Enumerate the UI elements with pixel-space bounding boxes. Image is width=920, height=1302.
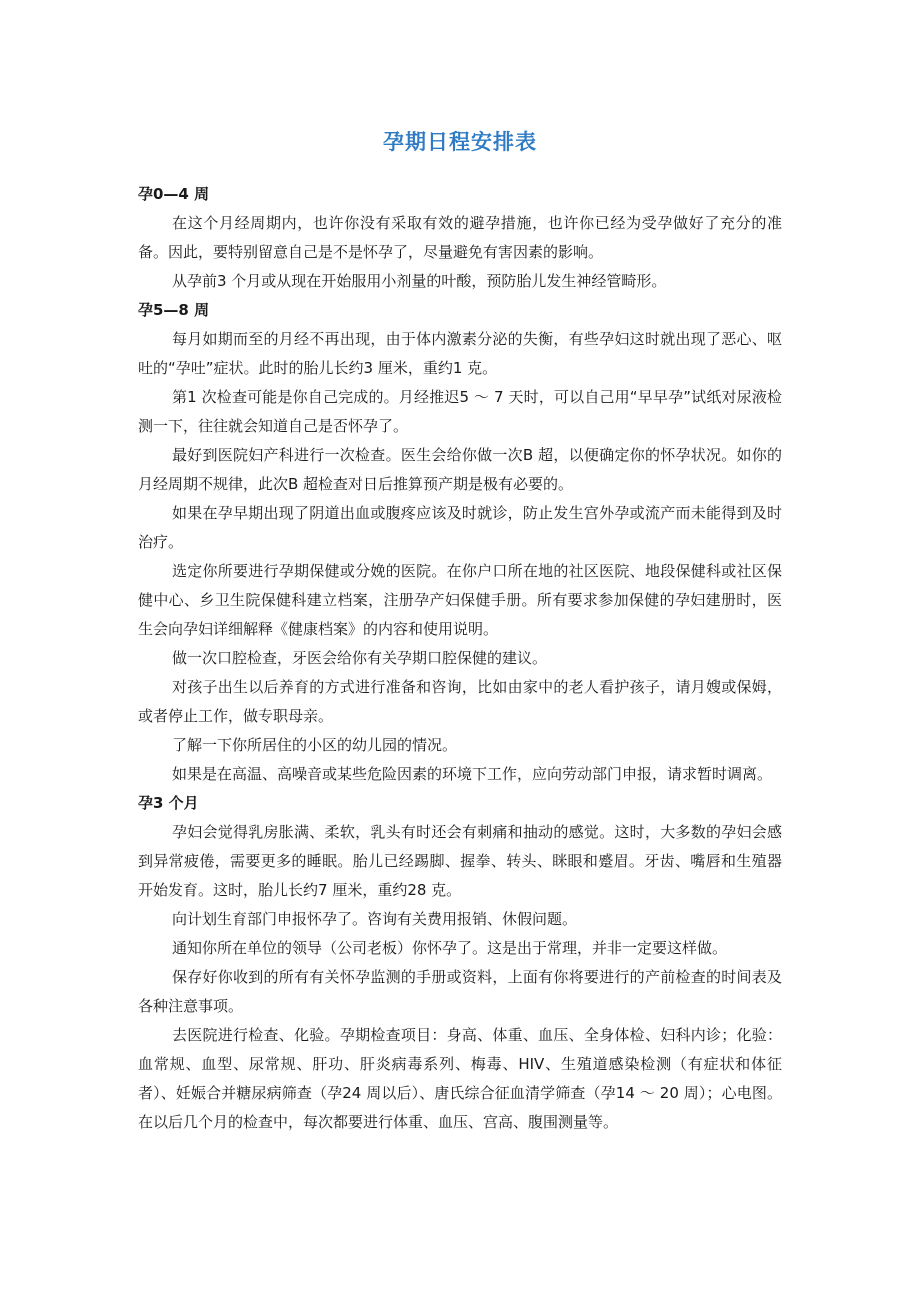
paragraph: 每月如期而至的月经不再出现，由于体内激素分泌的失衡，有些孕妇这时就出现了恶心、呕吐的“孕吐”症状。此时的胎儿长约3 厘米，重约1 克。 (138, 330, 782, 377)
paragraph: 了解一下你所居住的小区的幼儿园的情况。 (172, 736, 458, 754)
paragraph: 第1 次检查可能是你自己完成的。月经推迟5 ～ 7 天时，可以自己用“早早孕”试纸对尿液检测一下，往往就会知道自己是否怀孕了。 (138, 388, 782, 435)
section-week-0-4 (138, 180, 782, 296)
paragraph: 孕妇会觉得乳房胀满、柔软，乳头有时还会有刺痛和抽动的感觉。这时，大多数的孕妇会感到异常疲倦，需要更多的睡眠。胎儿已经踢脚、握拳、转头、眯眼和蹙眉。牙齿、嘴唇和生殖器开始发育。这时，胎儿长约7 厘米，重约28 克。 (138, 823, 782, 899)
paragraph: 去医院进行检查、化验。孕期检查项目：身高、体重、血压、全身体检、妇科内诊；化验：血常规、血型、尿常规、肝功、肝炎病毒系列、梅毒、HIV、生殖道感染检测（有症状和体征者）、妊娠合并糖尿病筛查（孕24 周以后）、唐氏综合征血清学筛查（孕14 ～ 20 周）；心电图。在以后几个月的检查中，每次都要进行体重、血压、宫高、腹围测量等。 (138, 1026, 782, 1131)
paragraph: 如果在孕早期出现了阴道出血或腹疼应该及时就诊，防止发生宫外孕或流产而未能得到及时治疗。 (138, 504, 782, 551)
section-month-3 (138, 789, 782, 1137)
paragraph: 选定你所要进行孕期保健或分娩的医院。在你户口所在地的社区医院、地段保健科或社区保健中心、乡卫生院保健科建立档案，注册孕产妇保健手册。所有要求参加保健的孕妇建册时，医生会向孕妇详细解释《健康档案》的内容和使用说明。 (138, 562, 782, 638)
paragraph: 做一次口腔检查，牙医会给你有关孕期口腔保健的建议。 (172, 649, 548, 667)
document-page (138, 124, 782, 1137)
paragraph: 向计划生育部门申报怀孕了。咨询有关费用报销、休假问题。 (172, 910, 578, 928)
paragraph: 最好到医院妇产科进行一次检查。医生会给你做一次B 超，以便确定你的怀孕状况。如你的月经周期不规律，此次B 超检查对日后推算预产期是极有必要的。 (138, 446, 782, 493)
paragraph: 对孩子出生以后养育的方式进行准备和咨询，比如由家中的老人看护孩子，请月嫂或保姆，或者停止工作，做专职母亲。 (138, 678, 782, 725)
paragraph: 如果是在高温、高噪音或某些危险因素的环境下工作，应向劳动部门申报，请求暂时调离。 (172, 765, 773, 783)
section-week-5-8 (138, 296, 782, 789)
section-heading: 孕0—4 周 (138, 185, 210, 203)
section-heading: 孕3 个月 (138, 794, 199, 812)
paragraph: 通知你所在单位的领导（公司老板）你怀孕了。这是出于常理，并非一定要这样做。 (172, 939, 728, 957)
paragraph: 保存好你收到的所有有关怀孕监测的手册或资料，上面有你将要进行的产前检查的时间表及各种注意事项。 (138, 968, 782, 1015)
paragraph: 从孕前3 个月或从现在开始服用小剂量的叶酸，预防胎儿发生神经管畸形。 (172, 272, 667, 290)
page-title: 孕期日程安排表 (383, 130, 537, 154)
paragraph: 在这个月经周期内，也许你没有采取有效的避孕措施，也许你已经为受孕做好了充分的准备。因此，要特别留意自己是不是怀孕了，尽量避免有害因素的影响。 (138, 214, 782, 261)
section-heading: 孕5—8 周 (138, 301, 210, 319)
